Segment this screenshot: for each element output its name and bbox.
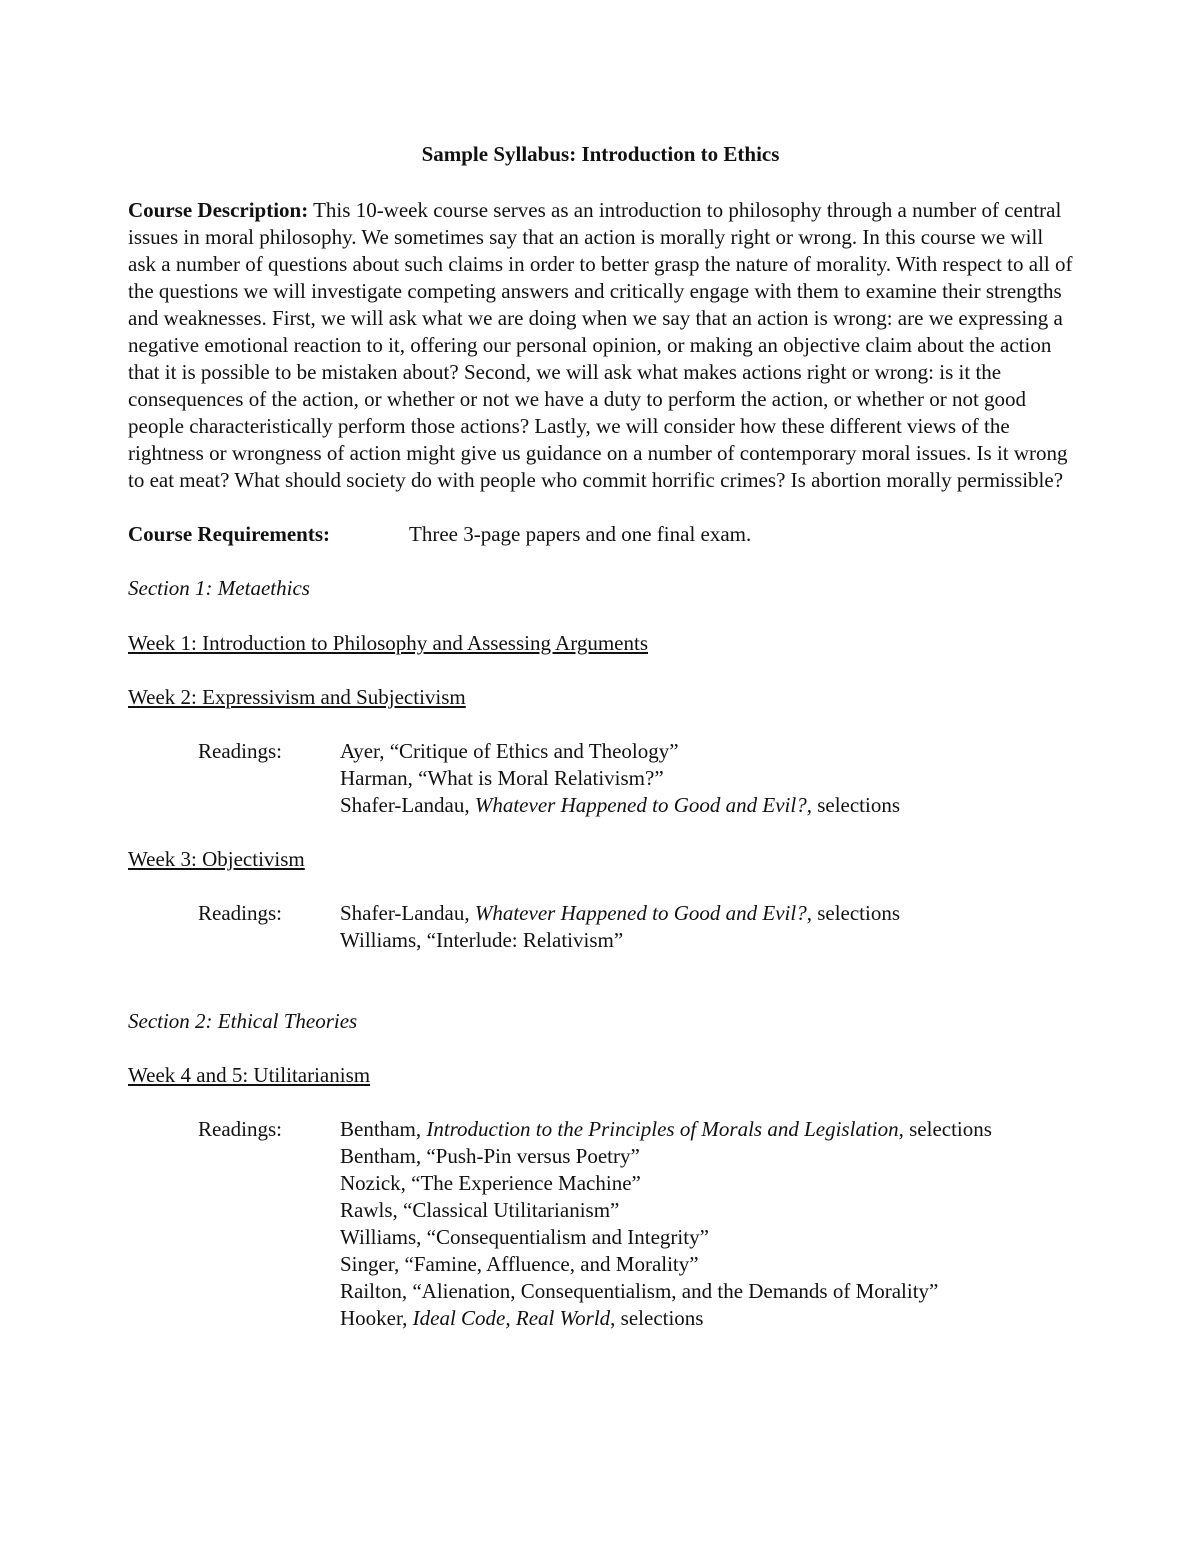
course-description-text: This 10-week course serves as an introduction to philosophy through a number of central issues in moral philosophy. We sometimes say that an action is morally right or wrong. In this course we will ask a number of questions about such claims in order to better grasp the nature of morality. With respect to all of the questions we will investigate competing answers and critically engage with them to examine their strengths and weaknesses. First, we will ask what we are doing when we say that an action is wrong: are we expressing a negative emotional reaction to it, offering our personal opinion, or making an objective claim about the action that it is possible to be mistaken about? Second, we will ask what makes actions right or wrong: is it the consequences of the action, or whether or not we have a duty to perform the action, or whether or not good people characteristically perform those actions? Lastly, we will consider how these different views of the rightness or wrongness of action might give us guidance on a number of contemporary moral issues. Is it wrong to eat meat? What should society do with people who commit horrific crimes? Is abortion morally permissible? [128, 198, 1073, 492]
week-heading: Week 3: Objectivism [128, 847, 305, 871]
course-description-label: Course Description: [128, 198, 309, 222]
readings-list [340, 1116, 1073, 1332]
reading-item: Singer, “Famine, Affluence, and Morality” [340, 1252, 699, 1276]
readings-label: Readings: [198, 739, 282, 763]
readings-block [128, 738, 1073, 819]
reading-item: Williams, “Consequentialism and Integrity” [340, 1225, 709, 1249]
week-heading: Week 1: Introduction to Philosophy and Assessing Arguments [128, 631, 648, 655]
readings-label: Readings: [198, 1117, 282, 1141]
reading-item: Hooker, Ideal Code, Real World, selections [340, 1306, 704, 1330]
reading-item: Williams, “Interlude: Relativism” [340, 928, 624, 952]
reading-item: Shafer-Landau, Whatever Happened to Good and Evil?, selections [340, 901, 901, 925]
week-heading: Week 2: Expressivism and Subjectivism [128, 685, 466, 709]
course-requirements-label: Course Requirements: [128, 522, 331, 546]
course-requirements [128, 521, 1073, 548]
page-title: Sample Syllabus: Introduction to Ethics [421, 142, 780, 166]
course-requirements-value: Three 3-page papers and one final exam. [409, 522, 752, 546]
reading-item: Ayer, “Critique of Ethics and Theology” [340, 739, 679, 763]
syllabus-page [128, 141, 1073, 1332]
reading-item: Rawls, “Classical Utilitarianism” [340, 1198, 620, 1222]
reading-item: Bentham, “Push-Pin versus Poetry” [340, 1144, 640, 1168]
section-heading: Section 2: Ethical Theories [128, 1009, 358, 1033]
reading-item: Shafer-Landau, Whatever Happened to Good and Evil?, selections [340, 793, 901, 817]
readings-block [128, 900, 1073, 954]
readings-list [340, 900, 1073, 954]
readings-label: Readings: [198, 901, 282, 925]
readings-block [128, 1116, 1073, 1332]
readings-list [340, 738, 1073, 819]
section-heading: Section 1: Metaethics [128, 576, 310, 600]
week-heading: Week 4 and 5: Utilitarianism [128, 1063, 371, 1087]
reading-item: Railton, “Alienation, Consequentialism, and the Demands of Morality” [340, 1279, 939, 1303]
reading-item: Nozick, “The Experience Machine” [340, 1171, 641, 1195]
reading-item: Harman, “What is Moral Relativism?” [340, 766, 664, 790]
course-description [128, 197, 1073, 494]
reading-item: Bentham, Introduction to the Principles of Morals and Legislation, selections [340, 1117, 992, 1141]
